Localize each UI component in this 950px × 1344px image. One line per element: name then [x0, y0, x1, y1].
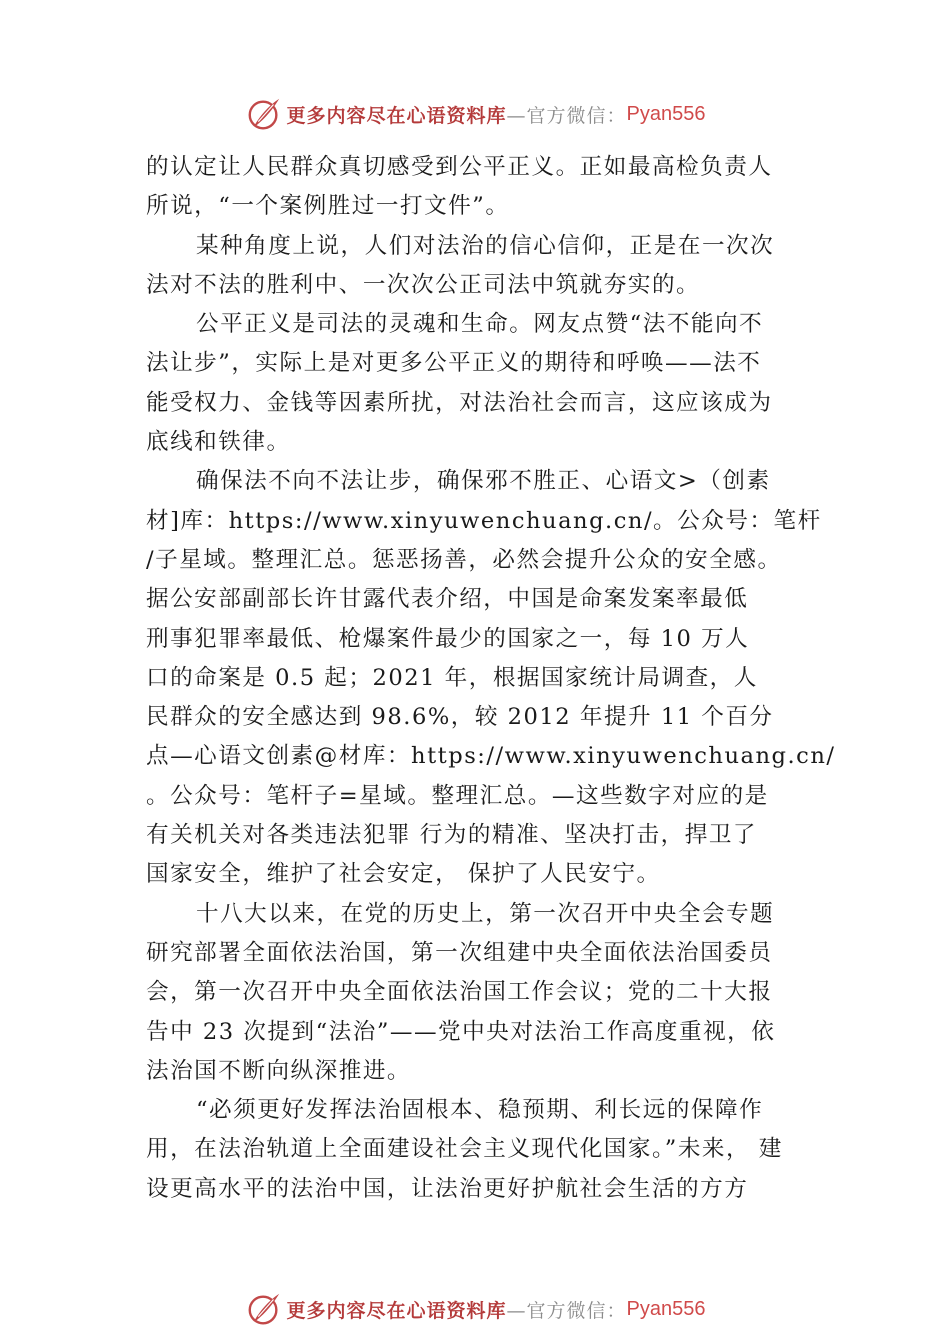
text-line: 材]库：https://www.xinyuwenchuang.cn/。公众号：笔杆: [146, 507, 822, 534]
text-line: 所说，“一个案例胜过一打文件”。: [146, 193, 510, 220]
text-line: 设更高水平的法治中国，让法治更好护航社会生活的方方: [146, 1175, 749, 1202]
text-line: 底线和铁律。: [146, 429, 291, 456]
wechat-prefix: —官方微信：: [506, 1299, 627, 1322]
text-line: 确保法不向不法让步，确保邪不胜正、心语文>（创素: [196, 468, 771, 495]
text-line: 刑事犯罪率最低、枪爆案件最少的国家之一，每 10 万人: [146, 625, 750, 652]
text-line: 口的命案是 0.5 起；2021 年，根据国家统计局调查，人: [146, 664, 758, 691]
text-line: 点—心语文创素@材库：https://www.xinyuwenchuang.cn/: [146, 743, 836, 770]
text-line: 国家安全，维护了社会安定， 保护了人民安宁。: [146, 861, 661, 888]
document-body: [146, 148, 836, 1209]
feather-pen-logo-icon: [245, 1290, 283, 1328]
text-line: 法治国不断向纵深推进。: [146, 1057, 412, 1084]
text-line: 告中 23 次提到“法治”——党中央对法治工作高度重视，依: [146, 1018, 776, 1045]
text-line: 用，在法治轨道上全面建设社会主义现代化国家。”未来， 建: [146, 1136, 783, 1163]
text-line: 公平正义是司法的灵魂和生命。网友点赞“法不能向不: [196, 311, 764, 338]
header-banner: [0, 92, 950, 136]
text-line: 某种角度上说，人们对法治的信心信仰，正是在一次次: [196, 232, 775, 259]
text-line: 。公众号：笔杆子=星域。整理汇总。—这些数字对应的是: [146, 782, 769, 809]
text-line: 能受权力、金钱等因素所扰，对法治社会而言，这应该成为: [146, 389, 773, 416]
text-line: 法对不法的胜利中、一次次公正司法中筑就夯实的。: [146, 271, 701, 298]
text-line: 研究部署全面依法治国，第一次组建中央全面依法治国委员: [146, 939, 773, 966]
wechat-prefix: —官方微信：: [506, 104, 627, 127]
wechat-id: Pyan556: [626, 1297, 706, 1320]
text-line: 据公安部副部长许甘露代表介绍，中国是命案发案率最低: [146, 586, 749, 613]
text-line: 法让步”，实际上是对更多公平正义的期待和呼唤——法不: [146, 350, 762, 377]
wechat-id: Pyan556: [626, 102, 706, 125]
feather-pen-logo-icon: [245, 95, 283, 133]
footer-banner: [0, 1287, 950, 1331]
text-line: 的认定让人民群众真切感受到公平正义。正如最高检负责人: [146, 154, 773, 180]
brand-text: 更多内容尽在心语资料库: [286, 1299, 507, 1322]
brand-text: 更多内容尽在心语资料库: [286, 104, 507, 127]
text-line: “必须更好发挥法治固根本、稳预期、利长远的保障作: [196, 1097, 764, 1124]
text-line: 十八大以来，在党的历史上，第一次召开中央全会专题: [196, 900, 775, 927]
text-line: 有关机关对各类违法犯罪 行为的精准、坚决打击，捍卫了: [146, 822, 758, 849]
text-line: /子星域。整理汇总。惩恶扬善，必然会提升公众的安全感。: [146, 546, 782, 573]
text-line: 会，第一次召开中央全面依法治国工作会议；党的二十大报: [146, 979, 773, 1006]
text-line: 民群众的安全感达到 98.6%，较 2012 年提升 11 个百分: [146, 704, 774, 731]
